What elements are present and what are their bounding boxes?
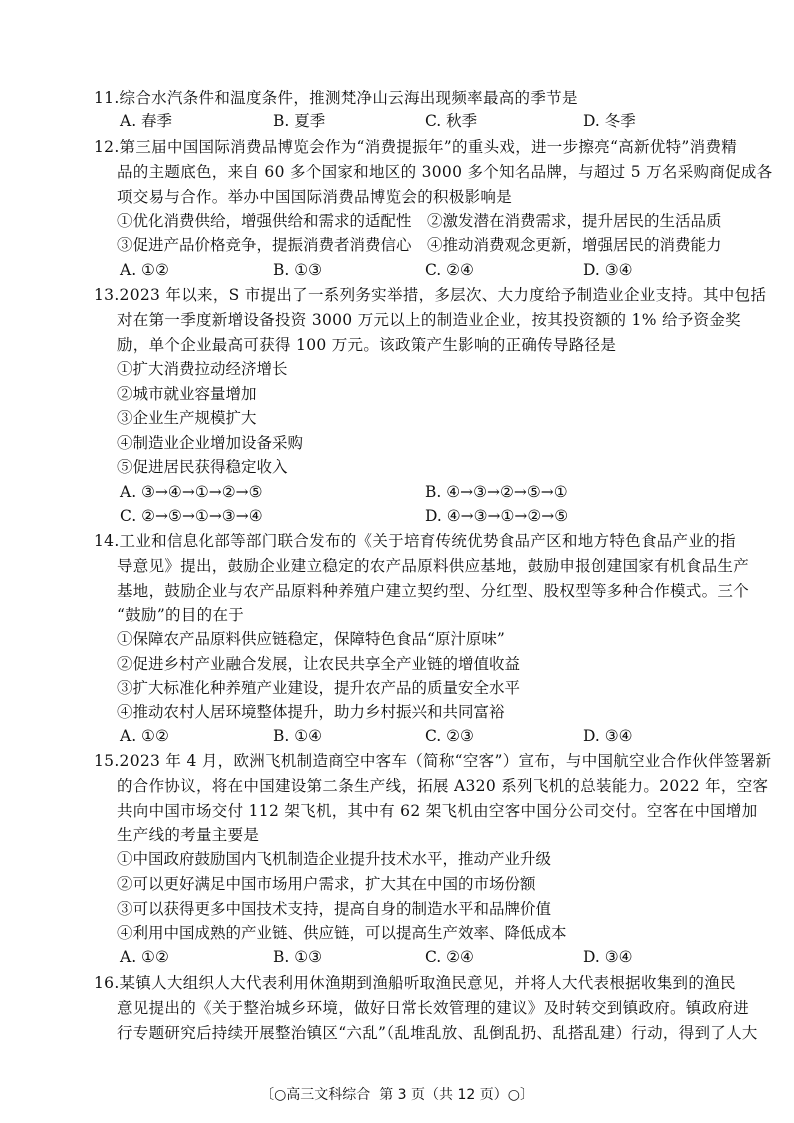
question-12-stem-line-2: 品的主题底色，来自 60 多个国家和地区的 3000 多个知名品牌，与超过 5 万名采购商促成各 <box>117 163 773 181</box>
q14-item-1: ①保障农产品原料供应链稳定，保障特色食品“原汁原味” <box>117 630 505 648</box>
footer-page-number: 第 3 页（共 12 页） <box>379 1087 508 1103</box>
question-14-stem-line-1: 14.工业和信息化部等部门联合发布的《关于培育传统优势食品产区和地方特色食品产业的指 <box>94 532 736 550</box>
q12-option-d: D. ③④ <box>583 261 633 279</box>
question-14-stem-line-2: 导意见》提出，鼓励企业建立稳定的农产品原料供应基地，鼓励申报创建国家有机食品生产 <box>117 557 750 575</box>
q14-item-4: ④推动农村人居环境整体提升，助力乡村振兴和共同富裕 <box>117 703 505 721</box>
q12-option-c: C. ②④ <box>425 261 474 279</box>
footer-circle-icon: ○ <box>274 1087 287 1103</box>
q12-item-2: ②激发潜在消费需求，提升居民的生活品质 <box>427 212 722 230</box>
q15-option-a: A. ①② <box>120 948 169 966</box>
q14-option-d: D. ③④ <box>583 727 633 745</box>
q15-item-4: ④利用中国成熟的产业链、供应链，可以提高生产效率、降低成本 <box>117 924 567 942</box>
q14-item-3: ③扩大标准化种养殖产业建设，提升农产品的质量安全水平 <box>117 679 521 697</box>
q15-option-b: B. ①③ <box>273 948 323 966</box>
question-15-stem-line-2: 的合作协议，将在中国建设第二条生产线，拓展 A320 系列飞机的总装能力。2022 年，空客 <box>117 777 769 795</box>
q13-item-5: ⑤促进居民获得稳定收入 <box>117 458 288 476</box>
q13-item-2: ②城市就业容量增加 <box>117 385 257 403</box>
q15-item-2: ②可以更好满足中国市场用户需求，扩大其在中国的市场份额 <box>117 875 536 893</box>
footer-circle-icon-right: ○ <box>507 1087 520 1103</box>
footer-right-mark: 〕 <box>519 1087 534 1103</box>
q12-option-b: B. ①③ <box>273 261 323 279</box>
question-16-stem-line-3: 行专题研究后持续开展整治镇区“六乱”（乱堆乱放、乱倒乱扔、乱搭乱建）行动，得到了人大 <box>117 1024 758 1042</box>
question-12-stem-line-1: 12.第三届中国国际消费品博览会作为“消费提振年”的重头戏，进一步擦亮“高新优特”消费精 <box>94 138 738 156</box>
q14-option-a: A. ①② <box>120 727 169 745</box>
question-13-stem-line-1: 13.2023 年以来，S 市提出了一系列务实举措，多层次、大力度给予制造业企业支持。其中包括 <box>94 286 767 304</box>
q13-option-d: D. ④→③→①→②→⑤ <box>425 507 569 525</box>
q14-option-b: B. ①④ <box>273 727 323 745</box>
q12-item-3: ③促进产品价格竞争，提振消费者消费信心 <box>117 236 412 254</box>
q11-option-d: D. 冬季 <box>583 112 636 130</box>
q14-option-c: C. ②③ <box>425 727 474 745</box>
question-13-stem-line-3: 励，单个企业最高可获得 100 万元。该政策产生影响的正确传导路径是 <box>117 336 617 354</box>
q13-item-1: ①扩大消费拉动经济增长 <box>117 360 288 378</box>
question-14-stem-line-4: “鼓励”的目的在于 <box>117 606 245 624</box>
q13-item-3: ③企业生产规模扩大 <box>117 409 257 427</box>
q11-option-c: C. 秋季 <box>425 112 478 130</box>
question-14-stem-line-3: 基地，鼓励企业与农产品原料种养殖户建立契约型、分红型、股权型等多种合作模式。三个 <box>117 582 750 600</box>
footer-left-mark: 〔 <box>260 1087 275 1103</box>
q12-item-4: ④推动消费观念更新，增强居民的消费能力 <box>427 236 722 254</box>
question-16-stem-line-1: 16.某镇人大组织人大代表利用休渔期到渔船听取渔民意见，并将人大代表根据收集到的渔民 <box>94 974 736 992</box>
q13-option-a: A. ③→④→①→②→⑤ <box>120 483 263 501</box>
q15-option-c: C. ②④ <box>425 948 474 966</box>
question-13-stem-line-2: 对在第一季度新增设备投资 3000 万元以上的制造业企业，按其投资额的 1% 给予资金奖 <box>117 311 741 329</box>
q11-option-a: A. 春季 <box>120 112 173 130</box>
question-12-stem-line-3: 项交易与合作。举办中国国际消费品博览会的积极影响是 <box>117 188 513 206</box>
q13-item-4: ④制造业企业增加设备采购 <box>117 434 304 452</box>
question-15-stem-line-1: 15.2023 年 4 月，欧洲飞机制造商空中客车（简称“空客”）宣布，与中国航空业合作伙伴签署新 <box>94 752 772 770</box>
question-15-stem-line-4: 生产线的考量主要是 <box>117 826 260 844</box>
question-11-stem: 11.综合水汽条件和温度条件，推测梵净山云海出现频率最高的季节是 <box>94 89 578 107</box>
question-16-stem-line-2: 意见提出的《关于整治城乡环境，做好日常长效管理的建议》及时转交到镇政府。镇政府进 <box>117 999 750 1017</box>
q12-option-a: A. ①② <box>120 261 169 279</box>
q15-item-3: ③可以获得更多中国技术支持，提高自身的制造水平和品牌价值 <box>117 900 552 918</box>
q14-item-2: ②促进乡村产业融合发展，让农民共享全产业链的增值收益 <box>117 655 521 673</box>
question-15-stem-line-3: 共向中国市场交付 112 架飞机，其中有 62 架飞机由空客中国分公司交付。空客在中国增加 <box>117 802 758 820</box>
footer-subject: 高三文科综合 <box>286 1087 371 1103</box>
q13-option-b: B. ④→③→②→⑤→① <box>425 483 568 501</box>
q11-option-b: B. 夏季 <box>273 112 326 130</box>
q12-item-1: ①优化消费供给，增强供给和需求的适配性 <box>117 212 412 230</box>
page-footer <box>0 1085 794 1105</box>
q15-option-d: D. ③④ <box>583 948 633 966</box>
q15-item-1: ①中国政府鼓励国内飞机制造企业提升技术水平，推动产业升级 <box>117 850 552 868</box>
q13-option-c: C. ②→⑤→①→③→④ <box>120 507 263 525</box>
